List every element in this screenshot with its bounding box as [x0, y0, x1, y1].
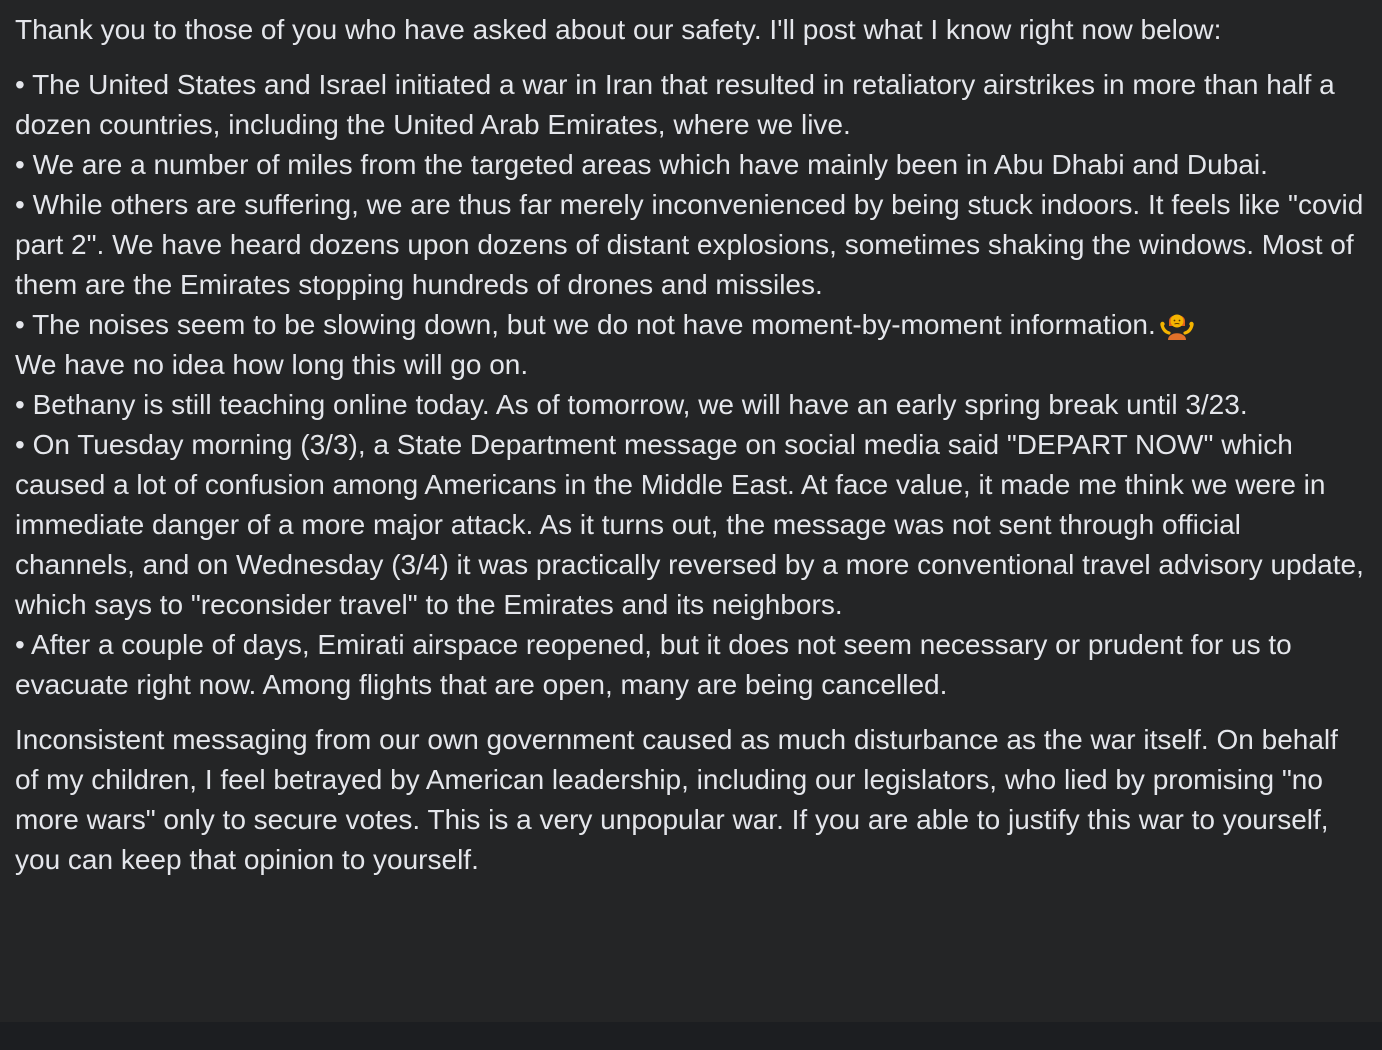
bullet-item-continuation: We have no idea how long this will go on. [15, 349, 529, 380]
bullet-item: • We are a number of miles from the targeted areas which have mainly been in Abu Dhabi and Dubai. [15, 149, 1268, 180]
bullet-item: • The United States and Israel initiated a war in Iran that resulted in retaliatory airstrikes in more than half a dozen countries, including the United Arab Emirates, where we live. [15, 69, 1335, 140]
bullet-item: • After a couple of days, Emirati airspace reopened, but it does not seem necessary or prudent for us to evacuate right now. Among flights that are open, many are being cancelled. [15, 629, 1292, 700]
bullet-item [15, 305, 1368, 345]
bullet-text: • The noises seem to be slowing down, but we do not have moment-by-moment information. [15, 309, 1156, 340]
bullet-list [15, 65, 1368, 705]
bullet-item: • Bethany is still teaching online today. As of tomorrow, we will have an early spring break until 3/23. [15, 389, 1248, 420]
post-intro: Thank you to those of you who have asked about our safety. I'll post what I know right now below: [15, 14, 1222, 45]
bullet-item: • While others are suffering, we are thus far merely inconvenienced by being stuck indoors. It feels like "covid part 2". We have heard dozens upon dozens of distant explosions, sometimes shaking the windows. Most of them are the Emirates stopping hundreds of drones and missiles. [15, 189, 1364, 300]
bottom-divider [0, 1022, 1382, 1050]
person-shrugging-icon [1160, 307, 1194, 341]
bullet-item: • On Tuesday morning (3/3), a State Department message on social media said "DEPART NOW" which caused a lot of confusion among Americans in the Middle East. At face value, it made me think we were in immediate danger of a more major attack. As it turns out, the message was not sent through official channels, and on Wednesday (3/4) it was practically reversed by a more conventional travel advisory update, which says to "reconsider travel" to the Emirates and its neighbors. [15, 429, 1364, 620]
post-closing: Inconsistent messaging from our own government caused as much disturbance as the war itself. On behalf of my children, I feel betrayed by American leadership, including our legislators, who lied by promising "no more wars" only to secure votes. This is a very unpopular war. If you are able to justify this war to yourself, you can keep that opinion to yourself. [15, 724, 1338, 875]
